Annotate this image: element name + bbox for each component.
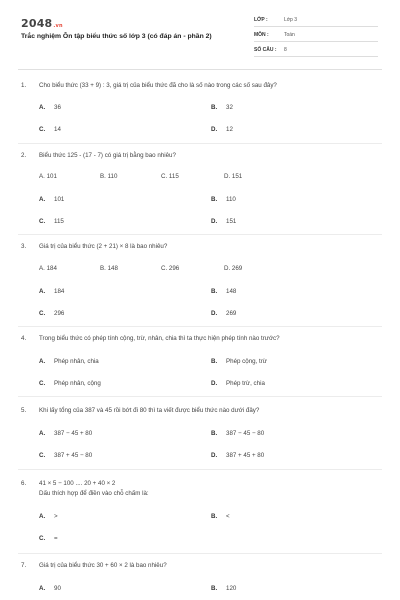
inline-option-b: B. 148 — [100, 265, 118, 272]
option-b[interactable] — [211, 430, 264, 437]
option-d[interactable] — [211, 126, 233, 133]
option-letter: C. — [39, 310, 46, 317]
option-b[interactable] — [211, 585, 236, 592]
option-text: 110 — [226, 196, 236, 203]
option-a[interactable] — [39, 430, 92, 437]
option-a[interactable] — [39, 513, 58, 520]
option-text: 184 — [54, 288, 65, 295]
option-letter: D. — [211, 218, 218, 225]
question-number: 6. — [21, 480, 27, 487]
option-letter: A. — [39, 288, 46, 295]
inline-option-c: C. 115 — [161, 173, 179, 180]
option-text: 148 — [226, 288, 237, 295]
meta-count-label: SỐ CÂU : — [254, 47, 277, 53]
option-b[interactable] — [211, 358, 267, 365]
option-text: 387 + 45 + 80 — [226, 452, 265, 459]
option-letter: D. — [211, 452, 218, 459]
inline-option-b: B. 110 — [100, 173, 118, 180]
option-text: 12 — [226, 126, 233, 133]
option-c[interactable] — [39, 218, 64, 225]
question-number: 4. — [21, 335, 27, 342]
option-text: 387 − 45 − 80 — [226, 430, 265, 437]
option-letter: C. — [39, 535, 46, 542]
question-number: 1. — [21, 82, 27, 89]
option-letter: C. — [39, 218, 46, 225]
meta-count-row — [254, 45, 378, 57]
option-letter: A. — [39, 513, 46, 520]
option-text: Phép cộng, trừ — [226, 358, 267, 365]
question-text: Giá trị của biểu thức 30 + 60 × 2 là bao nhiêu? — [39, 562, 167, 569]
option-text: 115 — [54, 218, 64, 225]
option-letter: B. — [211, 288, 218, 295]
option-text: 269 — [226, 310, 237, 317]
option-c[interactable] — [39, 126, 61, 133]
header-divider — [18, 69, 382, 70]
site-logo[interactable] — [21, 17, 63, 30]
option-letter: D. — [211, 380, 218, 387]
option-letter: A. — [39, 358, 46, 365]
option-c[interactable] — [39, 452, 92, 459]
question-divider — [18, 143, 382, 144]
question-divider — [18, 553, 382, 554]
option-b[interactable] — [211, 104, 233, 111]
meta-class-label: LỚP : — [254, 17, 268, 23]
meta-subject-label: MÔN : — [254, 32, 269, 38]
option-c[interactable] — [39, 310, 64, 317]
inline-option-a: A. 184 — [39, 265, 57, 272]
question-text: Biểu thức 125 - (17 - 7) có giá trị bằng bao nhiêu? — [39, 152, 176, 159]
question-number: 2. — [21, 152, 27, 159]
option-text: Phép trừ, chia — [226, 380, 265, 387]
option-text: Phép nhân, cộng — [54, 380, 101, 387]
option-text: 296 — [54, 310, 65, 317]
question-divider — [18, 326, 382, 327]
option-letter: D. — [211, 126, 218, 133]
inline-option-c: C. 296 — [161, 265, 180, 272]
meta-class-row — [254, 15, 378, 27]
option-letter: B. — [211, 104, 218, 111]
option-letter: B. — [211, 430, 218, 437]
logo-text: 2048 — [21, 17, 53, 30]
option-letter: D. — [211, 310, 218, 317]
inline-option-d: D. 269 — [224, 265, 243, 272]
meta-subject-row — [254, 30, 378, 42]
option-d[interactable] — [211, 310, 236, 317]
option-text: 36 — [54, 104, 61, 111]
option-letter: A. — [39, 585, 46, 592]
question-text: Giá trị của biểu thức (2 + 21) × 8 là bao nhiêu? — [39, 243, 168, 250]
question-text: Khi lấy tổng của 387 và 45 rồi bớt đi 80 thì ta viết được biểu thức nào dưới đây? — [39, 407, 260, 414]
option-text: > — [54, 513, 58, 520]
logo-suffix: .vn — [53, 23, 63, 29]
option-letter: A. — [39, 104, 46, 111]
option-b[interactable] — [211, 513, 230, 520]
option-text: 101 — [54, 196, 65, 203]
option-d[interactable] — [211, 380, 265, 387]
question-text: Cho biểu thức (33 + 9) : 3, giá trị của biểu thức đã cho là số nào trong các số sau đây? — [39, 82, 277, 89]
option-c[interactable] — [39, 380, 101, 387]
option-c[interactable] — [39, 535, 58, 542]
option-letter: A. — [39, 196, 46, 203]
page-title: Trắc nghiệm Ôn tập biểu thức số lớp 3 (có đáp án - phần 2) — [21, 33, 212, 40]
option-b[interactable] — [211, 288, 236, 295]
option-letter: C. — [39, 380, 46, 387]
option-letter: B. — [211, 513, 218, 520]
option-a[interactable] — [39, 104, 61, 111]
option-letter: B. — [211, 358, 218, 365]
question-number: 3. — [21, 243, 27, 250]
inline-option-d: D. 151 — [224, 173, 243, 180]
option-text: Phép nhân, chia — [54, 358, 99, 365]
question-divider — [18, 396, 382, 397]
question-number: 5. — [21, 407, 27, 414]
option-letter: C. — [39, 452, 46, 459]
option-text: < — [226, 513, 230, 520]
option-d[interactable] — [211, 218, 236, 225]
option-b[interactable] — [211, 196, 236, 203]
option-text: 32 — [226, 104, 233, 111]
option-text: 151 — [226, 218, 237, 225]
option-letter: C. — [39, 126, 46, 133]
option-letter: A. — [39, 430, 46, 437]
option-text: 120 — [226, 585, 237, 592]
option-letter: B. — [211, 585, 218, 592]
question-text: 41 × 5 − 100 .... 20 + 40 × 2 — [39, 480, 116, 487]
question-number: 7. — [21, 562, 27, 569]
option-letter: B. — [211, 196, 218, 203]
option-text: 90 — [54, 585, 61, 592]
option-a[interactable] — [39, 288, 64, 295]
page-header — [0, 0, 400, 66]
option-a[interactable] — [39, 358, 99, 365]
question-text: Trong biểu thức có phép tính cộng, trừ, nhân, chia thì ta thực hiện phép tính nào trước? — [39, 335, 280, 342]
option-a[interactable] — [39, 585, 61, 592]
option-a[interactable] — [39, 196, 64, 203]
option-d[interactable] — [211, 452, 264, 459]
question-divider — [18, 469, 382, 470]
question-subtext: Dấu thích hợp để điền vào chỗ chấm là: — [39, 490, 149, 497]
meta-subject-value: Toán — [284, 32, 295, 38]
option-text: 387 − 45 + 80 — [54, 430, 93, 437]
option-text: = — [54, 535, 58, 542]
inline-option-a: A. 101 — [39, 173, 57, 180]
option-text: 387 + 45 − 80 — [54, 452, 93, 459]
question-divider — [18, 234, 382, 235]
option-text: 14 — [54, 126, 61, 133]
meta-class-value: Lớp 3 — [284, 17, 298, 23]
meta-count-value: 8 — [284, 47, 287, 53]
